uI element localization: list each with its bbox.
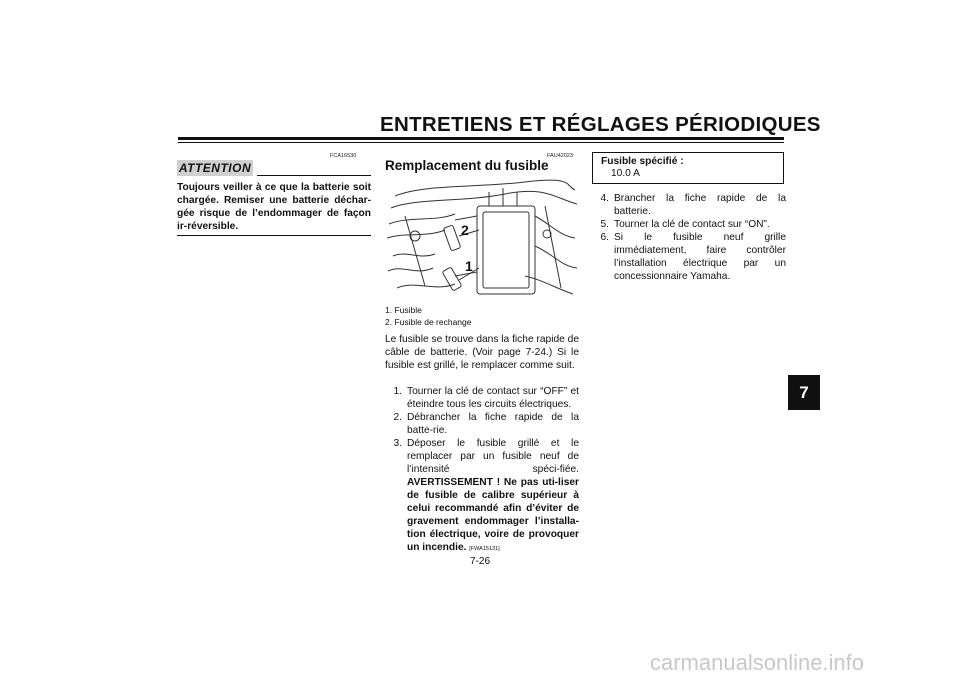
step-3: [385, 437, 579, 556]
middle-reference-code: FAU42023: [547, 153, 573, 159]
watermark: carmanualsonline.info: [650, 650, 865, 675]
page-number: 7-26: [469, 556, 490, 567]
header-rule-thin: [178, 142, 784, 143]
step-number: 5.: [600, 219, 609, 230]
left-reference-code: FCA16530: [330, 153, 357, 159]
step-text: Si le fusible neuf grille immédiatement, faire contrôler l’installation électrique par un concessionnaire Yamaha.: [614, 232, 786, 282]
chapter-tab: 7: [788, 375, 820, 410]
fuse-illustration-svg: [385, 176, 578, 300]
step-number: 4.: [600, 193, 609, 204]
spec-value: 10.0 A: [611, 168, 640, 179]
step-text: Brancher la fiche rapide de la batterie.: [614, 193, 786, 217]
section-heading: Remplacement du fusible: [385, 158, 549, 173]
step-text: Tourner la clé de contact sur “OFF” et éteindre tous les circuits électriques.: [407, 386, 579, 410]
header-rule-thick: [178, 137, 784, 140]
step-4: [592, 192, 786, 218]
fuse-illustration: [385, 176, 578, 300]
step-number: 1.: [393, 386, 402, 397]
steps-list-middle: [385, 385, 579, 556]
attention-top-rule: [257, 175, 371, 176]
step-number: 3.: [393, 438, 402, 449]
caption-spare-fuse: 2. Fusible de rechange: [385, 317, 472, 327]
spec-label: Fusible spécifié :: [601, 156, 684, 167]
step-6: [592, 231, 786, 283]
step-text: Déposer le fusible grillé et le remplacer par un fusible neuf de l’intensité spéci-fiée.: [407, 438, 579, 475]
step-number: 2.: [393, 412, 402, 423]
attention-bottom-rule: [177, 235, 371, 236]
page-title: ENTRETIENS ET RÉGLAGES PÉRIODIQUES: [380, 113, 821, 136]
figure-captions: [385, 304, 471, 328]
step-5: [592, 218, 786, 231]
step-text-3: [407, 437, 579, 556]
warning-text: AVERTISSEMENT ! Ne pas uti-liser de fusible de calibre supérieur à celui recommandé afin d’éviter de gravement endommager l’installa-tion électrique, voire de provoquer un incendie.: [407, 477, 579, 553]
intro-paragraph: Le fusible se trouve dans la fiche rapide de câble de batterie. (Voir page 7-24.) Si le fusible est grillé, le remplacer comme suit.: [385, 334, 579, 371]
step-2: [385, 411, 579, 437]
figure-label-1: 1: [465, 258, 473, 274]
attention-text: Toujours veiller à ce que la batterie soit chargée. Remiser une batterie déchar-gée risque de l’endommager de façon ir-réversible.: [177, 182, 371, 232]
attention-badge: ATTENTION: [178, 161, 252, 175]
figure-label-2: 2: [461, 222, 469, 238]
step-number: 6.: [600, 232, 609, 243]
steps-list-right: [592, 192, 786, 283]
fuse-spec-box: [592, 152, 784, 184]
step-text: Tourner la clé de contact sur “ON”.: [614, 219, 770, 230]
step-text: Débrancher la fiche rapide de la batte-rie.: [407, 412, 579, 436]
caption-fuse: 1. Fusible: [385, 305, 422, 315]
warning-code: [FWA15131]: [469, 546, 500, 552]
step-1: [385, 385, 579, 411]
